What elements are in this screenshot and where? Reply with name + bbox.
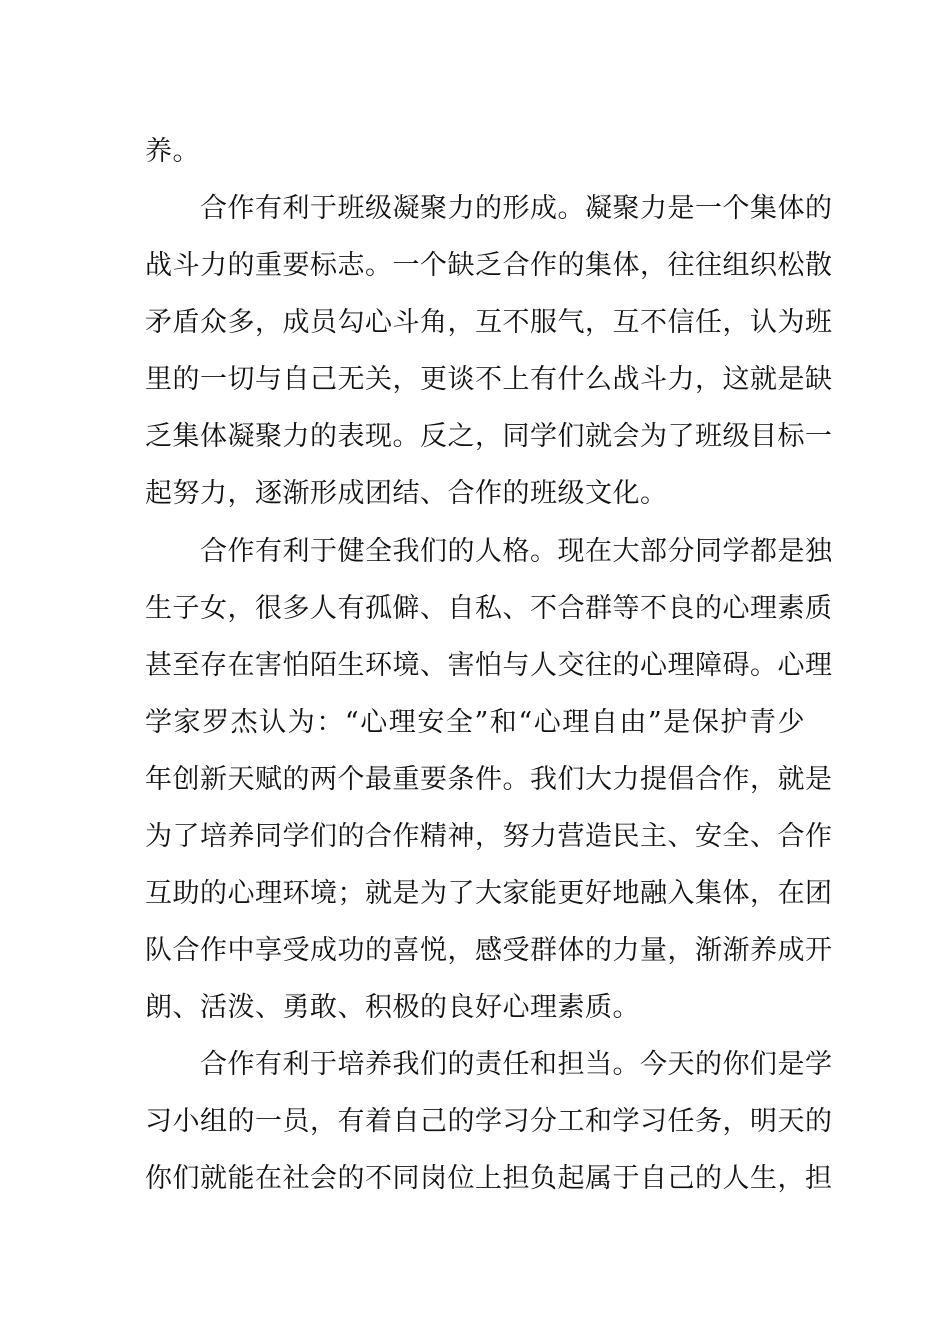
- text-line: 队合作中享受成功的喜悦，感受群体的力量，渐渐养成开: [145, 935, 833, 966]
- text-line: 乏集体凝聚力的表现。反之，同学们就会为了班级目标一: [145, 421, 833, 452]
- text-line: 生子女，很多人有孤僻、自私、不合群等不良的心理素质: [145, 593, 833, 624]
- text-line: 里的一切与自己无关，更谈不上有什么战斗力，这就是缺: [145, 364, 833, 395]
- text-line: 起努力，逐渐形成团结、合作的班级文化。: [145, 478, 668, 509]
- paragraph-first-line: 合作有利于培养我们的责任和担当。今天的你们是学: [200, 1049, 833, 1080]
- text-line: 你们就能在社会的不同岗位上担负起属于自己的人生，担: [145, 1163, 833, 1194]
- text-line: 甚至存在害怕陌生环境、害怕与人交往的心理障碍。心理: [145, 650, 833, 681]
- text-line: 战斗力的重要标志。一个缺乏合作的集体，往往组织松散: [145, 250, 833, 281]
- paragraph-first-line: 合作有利于班级凝聚力的形成。凝聚力是一个集体的: [200, 193, 833, 224]
- text-line: 朗、活泼、勇敢、积极的良好心理素质。: [145, 992, 640, 1023]
- text-line: 养。: [145, 136, 200, 167]
- text-line: 习小组的一员，有着自己的学习分工和学习任务，明天的: [145, 1106, 833, 1137]
- text-line: 学家罗杰认为：“心理安全”和“心理自由”是保护青少: [145, 707, 805, 738]
- text-line: 互助的心理环境；就是为了大家能更好地融入集体，在团: [145, 878, 833, 909]
- text-line: 矛盾众多，成员勾心斗角，互不服气，互不信任，认为班: [145, 307, 833, 338]
- text-line: 年创新天赋的两个最重要条件。我们大力提倡合作，就是: [145, 764, 833, 795]
- paragraph-first-line: 合作有利于健全我们的人格。现在大部分同学都是独: [200, 536, 833, 567]
- text-line: 为了培养同学们的合作精神，努力营造民主、安全、合作: [145, 821, 833, 852]
